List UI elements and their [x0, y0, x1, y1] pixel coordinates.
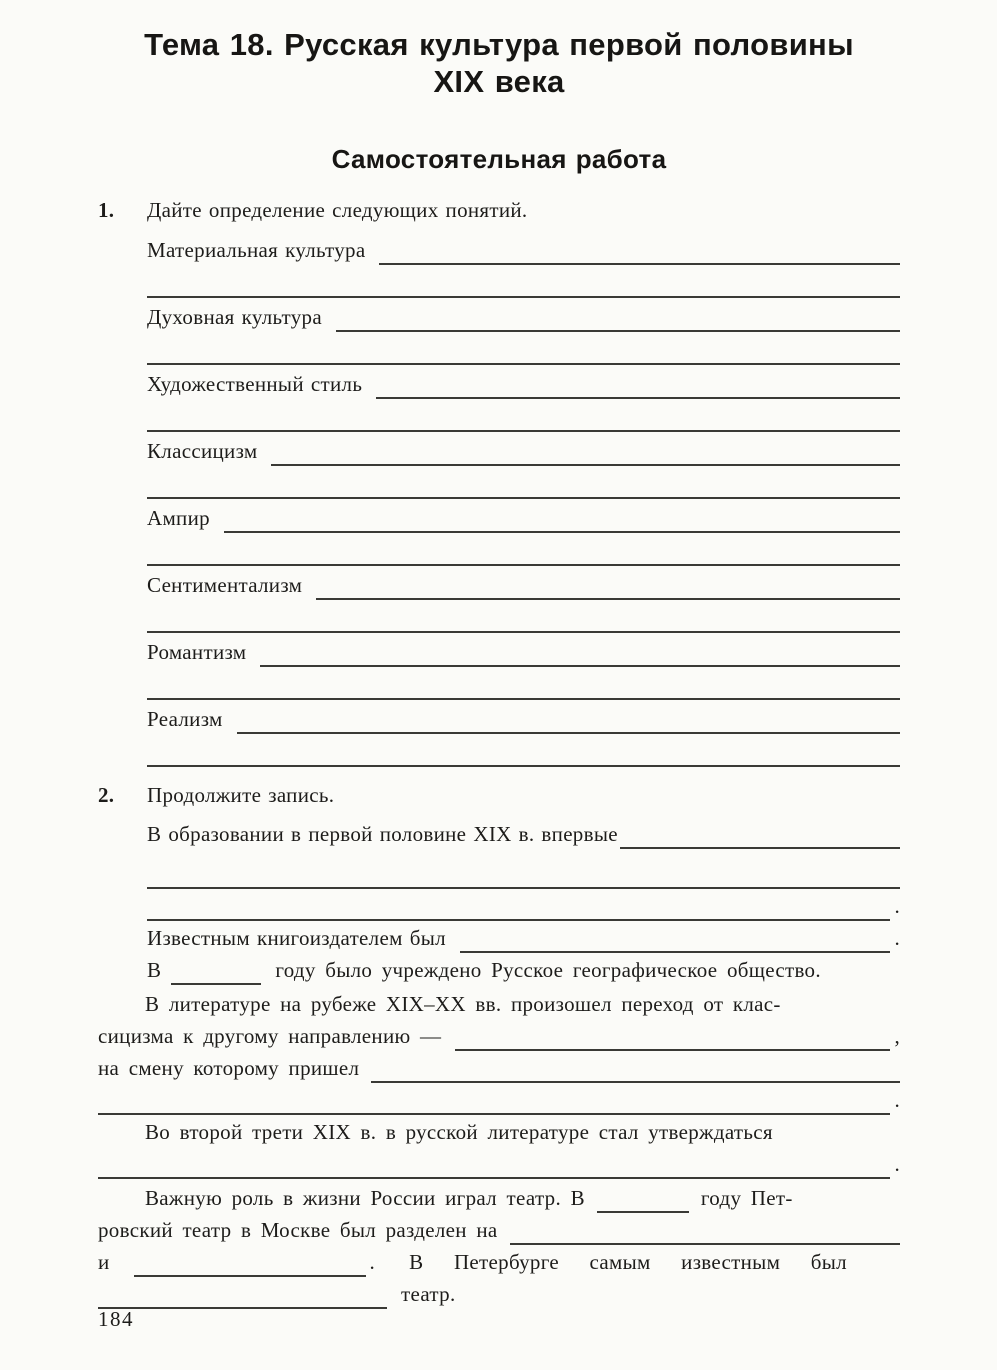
answer-line[interactable]: [98, 1113, 890, 1115]
definition-item: [147, 700, 900, 767]
term-label: Материальная культура: [147, 238, 366, 262]
task-2-header: [98, 781, 900, 809]
answer-blank[interactable]: [376, 397, 900, 399]
publisher-line: [147, 921, 900, 953]
definition-item: [147, 432, 900, 499]
answer-line[interactable]: [147, 631, 900, 633]
answer-line[interactable]: [147, 887, 900, 889]
answer-blank[interactable]: [371, 1081, 900, 1083]
theater-line-3: [98, 1245, 900, 1277]
answer-blank[interactable]: [134, 1275, 366, 1277]
period: .: [369, 1250, 376, 1274]
answer-blank[interactable]: [271, 464, 900, 466]
task-1-instruction: Дайте определение следующих понятий.: [147, 198, 528, 222]
literature-paragraph: [98, 987, 900, 1309]
answer-line[interactable]: [147, 497, 900, 499]
answer-line[interactable]: [98, 1177, 890, 1179]
term-label: Духовная культура: [147, 305, 322, 329]
definitions-list: [147, 231, 900, 767]
answer-blank[interactable]: [171, 983, 261, 985]
theater-line-1: [98, 1181, 900, 1213]
theater-line-2: [98, 1213, 900, 1245]
term-label: Художественный стиль: [147, 372, 363, 396]
answer-line[interactable]: [147, 564, 900, 566]
page-title-line-2: XIX века: [433, 64, 565, 99]
realism-line-2: [98, 1147, 900, 1179]
theater-text-2: ровский театр в Москве был разделен на: [98, 1218, 498, 1242]
education-line-3: [147, 889, 900, 921]
answer-line[interactable]: [147, 363, 900, 365]
task-2-instruction: Продолжите запись.: [147, 783, 335, 807]
end-period: .: [894, 894, 900, 918]
answer-blank[interactable]: [237, 732, 900, 734]
definition-item: [147, 365, 900, 432]
answer-blank[interactable]: [510, 1243, 901, 1245]
answer-blank[interactable]: [316, 598, 900, 600]
term-label: Сентиментализм: [147, 573, 303, 597]
term-label: Романтизм: [147, 640, 247, 664]
section-heading: Самостоятельная работа: [331, 144, 667, 174]
definition-item: [147, 566, 900, 633]
page-number: 184: [98, 1307, 134, 1331]
task-1-number: 1.: [98, 198, 115, 222]
publisher-lead-text: Известным книгоиздателем был: [147, 926, 446, 950]
answer-line[interactable]: [147, 919, 890, 921]
literature-text-1: В литературе на рубеже XIX–XX вв. произошел переход от клас-: [145, 992, 781, 1016]
society-post-text: году было учреждено Русское географическое общество.: [275, 958, 821, 982]
realism-text: Во второй трети XIX в. в русской литературе стал утверждаться: [145, 1120, 773, 1144]
answer-blank[interactable]: [620, 847, 900, 849]
term-label: Классицизм: [147, 439, 258, 463]
answer-blank[interactable]: [460, 951, 891, 953]
answer-blank[interactable]: [224, 531, 900, 533]
answer-blank[interactable]: [260, 665, 900, 667]
page-title-line-1: Тема 18. Русская культура первой половины: [144, 27, 854, 62]
theater-text-1b: году Пет-: [700, 1186, 793, 1210]
answer-blank[interactable]: [336, 330, 900, 332]
literature-line-4: [98, 1083, 900, 1115]
society-line: [147, 953, 900, 985]
end-period: .: [894, 1152, 900, 1176]
definition-item: [147, 231, 900, 298]
realism-line-1: [98, 1115, 900, 1147]
education-line-2: [147, 857, 900, 889]
definition-item: [147, 298, 900, 365]
theater-text-3a: и: [98, 1250, 110, 1274]
education-lead-text: В образовании в первой половине XIX в. впервые: [147, 822, 618, 846]
term-label: Ампир: [147, 506, 210, 530]
literature-line-3: [98, 1051, 900, 1083]
answer-line[interactable]: [147, 765, 900, 767]
answer-line[interactable]: [147, 296, 900, 298]
literature-line-2: [98, 1019, 900, 1051]
task-2-number: 2.: [98, 783, 115, 807]
theater-text-4: театр.: [401, 1282, 456, 1306]
literature-line-1: [98, 987, 900, 1019]
theater-text-1a: Важную роль в жизни России играл театр. В: [145, 1186, 585, 1210]
task-1-header: [98, 196, 900, 224]
answer-blank[interactable]: [379, 263, 900, 265]
answer-line[interactable]: [147, 430, 900, 432]
literature-text-2: сицизма к другому направлению —: [98, 1024, 442, 1048]
comma: ,: [894, 1024, 900, 1048]
theater-text-3b: В Петербурге самым известным был: [409, 1250, 847, 1274]
answer-blank[interactable]: [98, 1307, 387, 1309]
term-label: Реализм: [147, 707, 223, 731]
end-period: .: [894, 1088, 900, 1112]
society-pre-text: В: [147, 958, 162, 982]
theater-line-4: [98, 1277, 900, 1309]
education-line-1: [147, 817, 900, 849]
definition-item: [147, 499, 900, 566]
answer-blank[interactable]: [597, 1211, 689, 1213]
literature-text-3: на смену которому пришел: [98, 1056, 360, 1080]
end-period: .: [894, 926, 900, 950]
answer-blank[interactable]: [455, 1049, 890, 1051]
page-title: [98, 26, 900, 100]
education-paragraph: [147, 817, 900, 985]
definition-item: [147, 633, 900, 700]
answer-line[interactable]: [147, 698, 900, 700]
